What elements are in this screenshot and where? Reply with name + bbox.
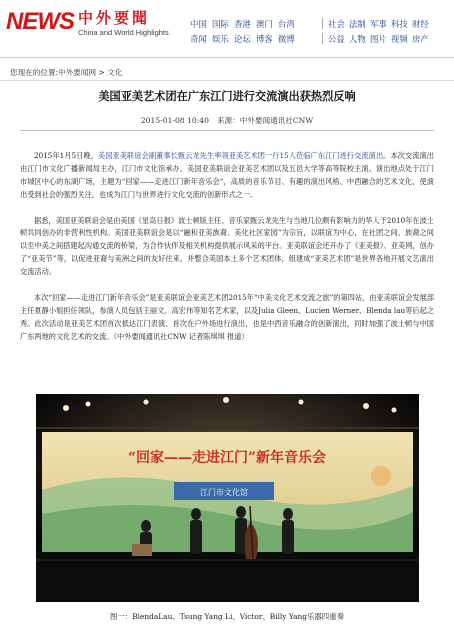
paragraph-text: 2015年1月5日晚， [34, 151, 98, 160]
delegation-link[interactable]: 美国亚美联谊会副董事长甄云龙先生率领亚美艺术团一行15人莅临广东江门进行交流演出 [97, 151, 384, 160]
venue-sign: 江门市文化馆 [200, 488, 248, 497]
nav-link-china[interactable]: 中国 [190, 18, 207, 29]
breadcrumb-separator: > [96, 68, 108, 77]
site-header [0, 0, 454, 50]
concert-photo-illustration [36, 394, 419, 602]
nav-link-law[interactable]: 法制 [349, 18, 366, 29]
nav-divider [322, 18, 323, 29]
nav-link-taiwan[interactable]: 台湾 [278, 18, 295, 29]
article-title: 美国亚美艺术团在广东江门进行交流演出获热烈反响 [98, 89, 356, 103]
photo-caption: 图一：BlendaLau、Tsung Yang Li、Victor、Billy Yang乐器四重奏 [110, 612, 344, 621]
article-date: 2015-01-08 10:40 [140, 116, 209, 125]
header-divider [0, 57, 454, 58]
banner-text: “回家——走进江门”新年音乐会 [127, 450, 327, 466]
article-meta [0, 115, 454, 126]
nav-link-blog[interactable]: 博客 [256, 33, 273, 44]
top-navigation [190, 16, 452, 46]
article-body [20, 150, 434, 356]
paragraph-text: 。本次交流演出由江门市文化广播新闻局主办，江门市文化馆承办，美国亚美联谊会亚美艺术团以及五邑大学等高等院校主演。演出地点处于江门市城区中心的东湖广场，主题为“回家——走进江门新年音乐会”，高质的音乐节目、有趣的演出风格、中西融合的艺术文化，使演出受到社会的强烈关注，也成为江门与世界进行文化交流的创新形式之一。 [20, 151, 434, 199]
article-paragraph [20, 150, 434, 202]
article-source: 来源：中外要闻通讯社CNW [216, 116, 314, 125]
logo-english-name: China and World Highlights [78, 28, 169, 37]
nav-divider [322, 33, 323, 44]
nav-link-pictures[interactable]: 图片 [370, 33, 387, 44]
nav-link-finance[interactable]: 财经 [412, 18, 429, 29]
nav-row-2 [190, 31, 452, 46]
breadcrumb-prefix: 您现在的位置: [10, 68, 59, 77]
breadcrumb [10, 67, 122, 78]
breadcrumb-home-link[interactable]: 中外要闻网 [58, 68, 97, 77]
nav-link-property[interactable]: 房产 [412, 33, 429, 44]
nav-link-entertainment[interactable]: 娱乐 [212, 33, 229, 44]
nav-link-tech[interactable]: 科技 [391, 18, 408, 29]
article-paragraph: 据悉，美国亚美联谊会是由美国《星岛日报》波士顿版主任、音乐家甄云龙先生与当地几位颇有影响力的华人于2010年在波士顿共同创办的非营利性机构。美国亚美联谊会是以“融和亚美族裔、美化社区家园”为宗旨，以联谊为中心，在社团之间、族裔之间以至中美之间搭建起沟通交流的桥梁，为合作伙伴及相关机构提供展示风采的平台。亚美联谊会还开办了《亚美报》、亚美网，创办了“亚美节”等，以促进亚裔与美洲之间的友好往来，并整合美国本土多个艺术团体，组建成“亚美艺术团”是世界各地开展文艺演出交流活动。 [20, 215, 434, 277]
nav-link-charity[interactable]: 公益 [328, 33, 345, 44]
nav-link-weibo[interactable]: 微博 [278, 33, 295, 44]
nav-link-macau[interactable]: 澳门 [256, 18, 273, 29]
site-logo[interactable] [6, 10, 169, 37]
meta-divider [20, 130, 434, 131]
nav-link-military[interactable]: 军事 [370, 18, 387, 29]
nav-link-oddities[interactable]: 奇闻 [190, 33, 207, 44]
nav-link-international[interactable]: 国际 [212, 18, 229, 29]
article-paragraph: 本次“回家——走进江门新年音乐会”是亚美联谊会亚美艺术团2015年“中美文化艺术交流之旅”的第四站，由亚美联谊会发展部主任夏静小姐担任领队，参演人员包括王丽文、高宏伟等知名艺术家，以及Julia Gleen、Lucien Werner、Blenda lau等后起之秀。此次活动是亚美艺术团首次抵达江门表演、首次在户外场进行演出，也是中西音乐融合的创新演出，同时加强了波士顿与中国广东两地的文化艺术的交流。（中外要闻通讯社CNW 记者陈琪琪 报道） [20, 292, 434, 341]
nav-link-society[interactable]: 社会 [328, 18, 345, 29]
concert-photo [36, 394, 419, 602]
nav-link-people[interactable]: 人物 [349, 33, 366, 44]
logo-news-word: NEWS [6, 8, 74, 35]
nav-link-forum[interactable]: 论坛 [234, 33, 251, 44]
nav-row-1 [190, 16, 452, 31]
nav-link-video[interactable]: 视频 [391, 33, 408, 44]
logo-chinese-name: 中外要聞 [78, 9, 151, 27]
breadcrumb-divider [0, 80, 454, 81]
breadcrumb-section-link[interactable]: 文化 [107, 68, 123, 77]
nav-link-hongkong[interactable]: 香港 [234, 18, 251, 29]
